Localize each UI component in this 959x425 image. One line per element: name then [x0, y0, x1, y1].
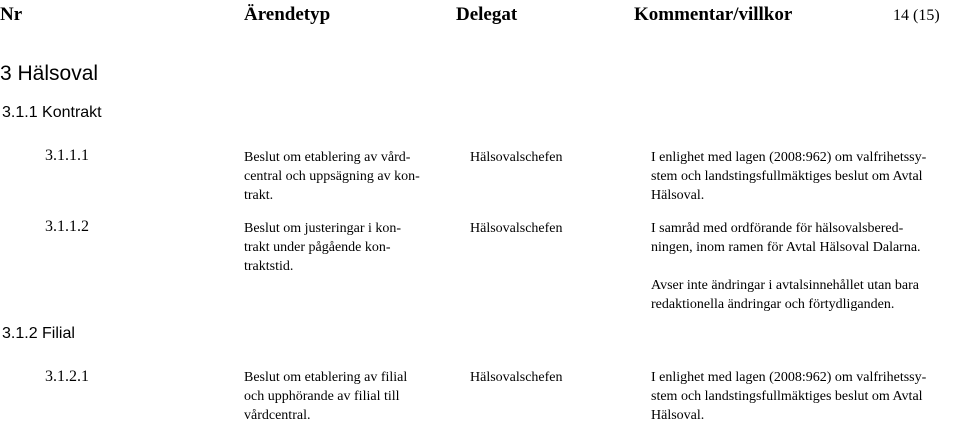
subsection-filial: 3.1.2 Filial [2, 325, 75, 342]
row-kommentar: I enlighet med lagen (2008:962) om valfrihetssy- stem och landstingsfullmäktiges beslut om Avtal Hälsoval. [651, 370, 927, 423]
row-nr: 3.1.1.2 [45, 218, 89, 235]
header-nr: Nr [0, 4, 23, 25]
row-arendetyp: Beslut om justeringar i kon- trakt under pågående kon- traktstid. [244, 221, 402, 274]
row-nr: 3.1.2.1 [45, 368, 89, 385]
subsection-kontrakt: 3.1.1 Kontrakt [2, 104, 102, 121]
row-delegat: Hälsovalschefen [470, 221, 563, 236]
section-title: 3 Hälsoval [0, 62, 99, 85]
row-arendetyp: Beslut om etablering av vård- central och uppsägning av kon- trakt. [244, 150, 420, 203]
page-number: 14 (15) [893, 7, 940, 24]
row-kommentar: I samråd med ordförande för hälsovalsbered- ningen, inom ramen för Avtal Hälsoval Dalarna. [651, 221, 921, 255]
row-arendetyp: Beslut om etablering av filial och upphörande av filial till vårdcentral. [244, 370, 408, 423]
row-delegat: Hälsovalschefen [470, 150, 563, 165]
header-delegat: Delegat [456, 4, 518, 25]
header-kommentar: Kommentar/villkor [634, 4, 793, 25]
row-kommentar-note: Avser inte ändringar i avtalsinnehållet utan bara redaktionella ändringar och förtydliganden. [651, 278, 919, 312]
row-delegat: Hälsovalschefen [470, 370, 563, 385]
header-arendetyp: Ärendetyp [244, 4, 331, 25]
row-nr: 3.1.1.1 [45, 147, 89, 164]
row-kommentar: I enlighet med lagen (2008:962) om valfrihetssy- stem och landstingsfullmäktiges beslut om Avtal Hälsoval. [651, 150, 927, 203]
